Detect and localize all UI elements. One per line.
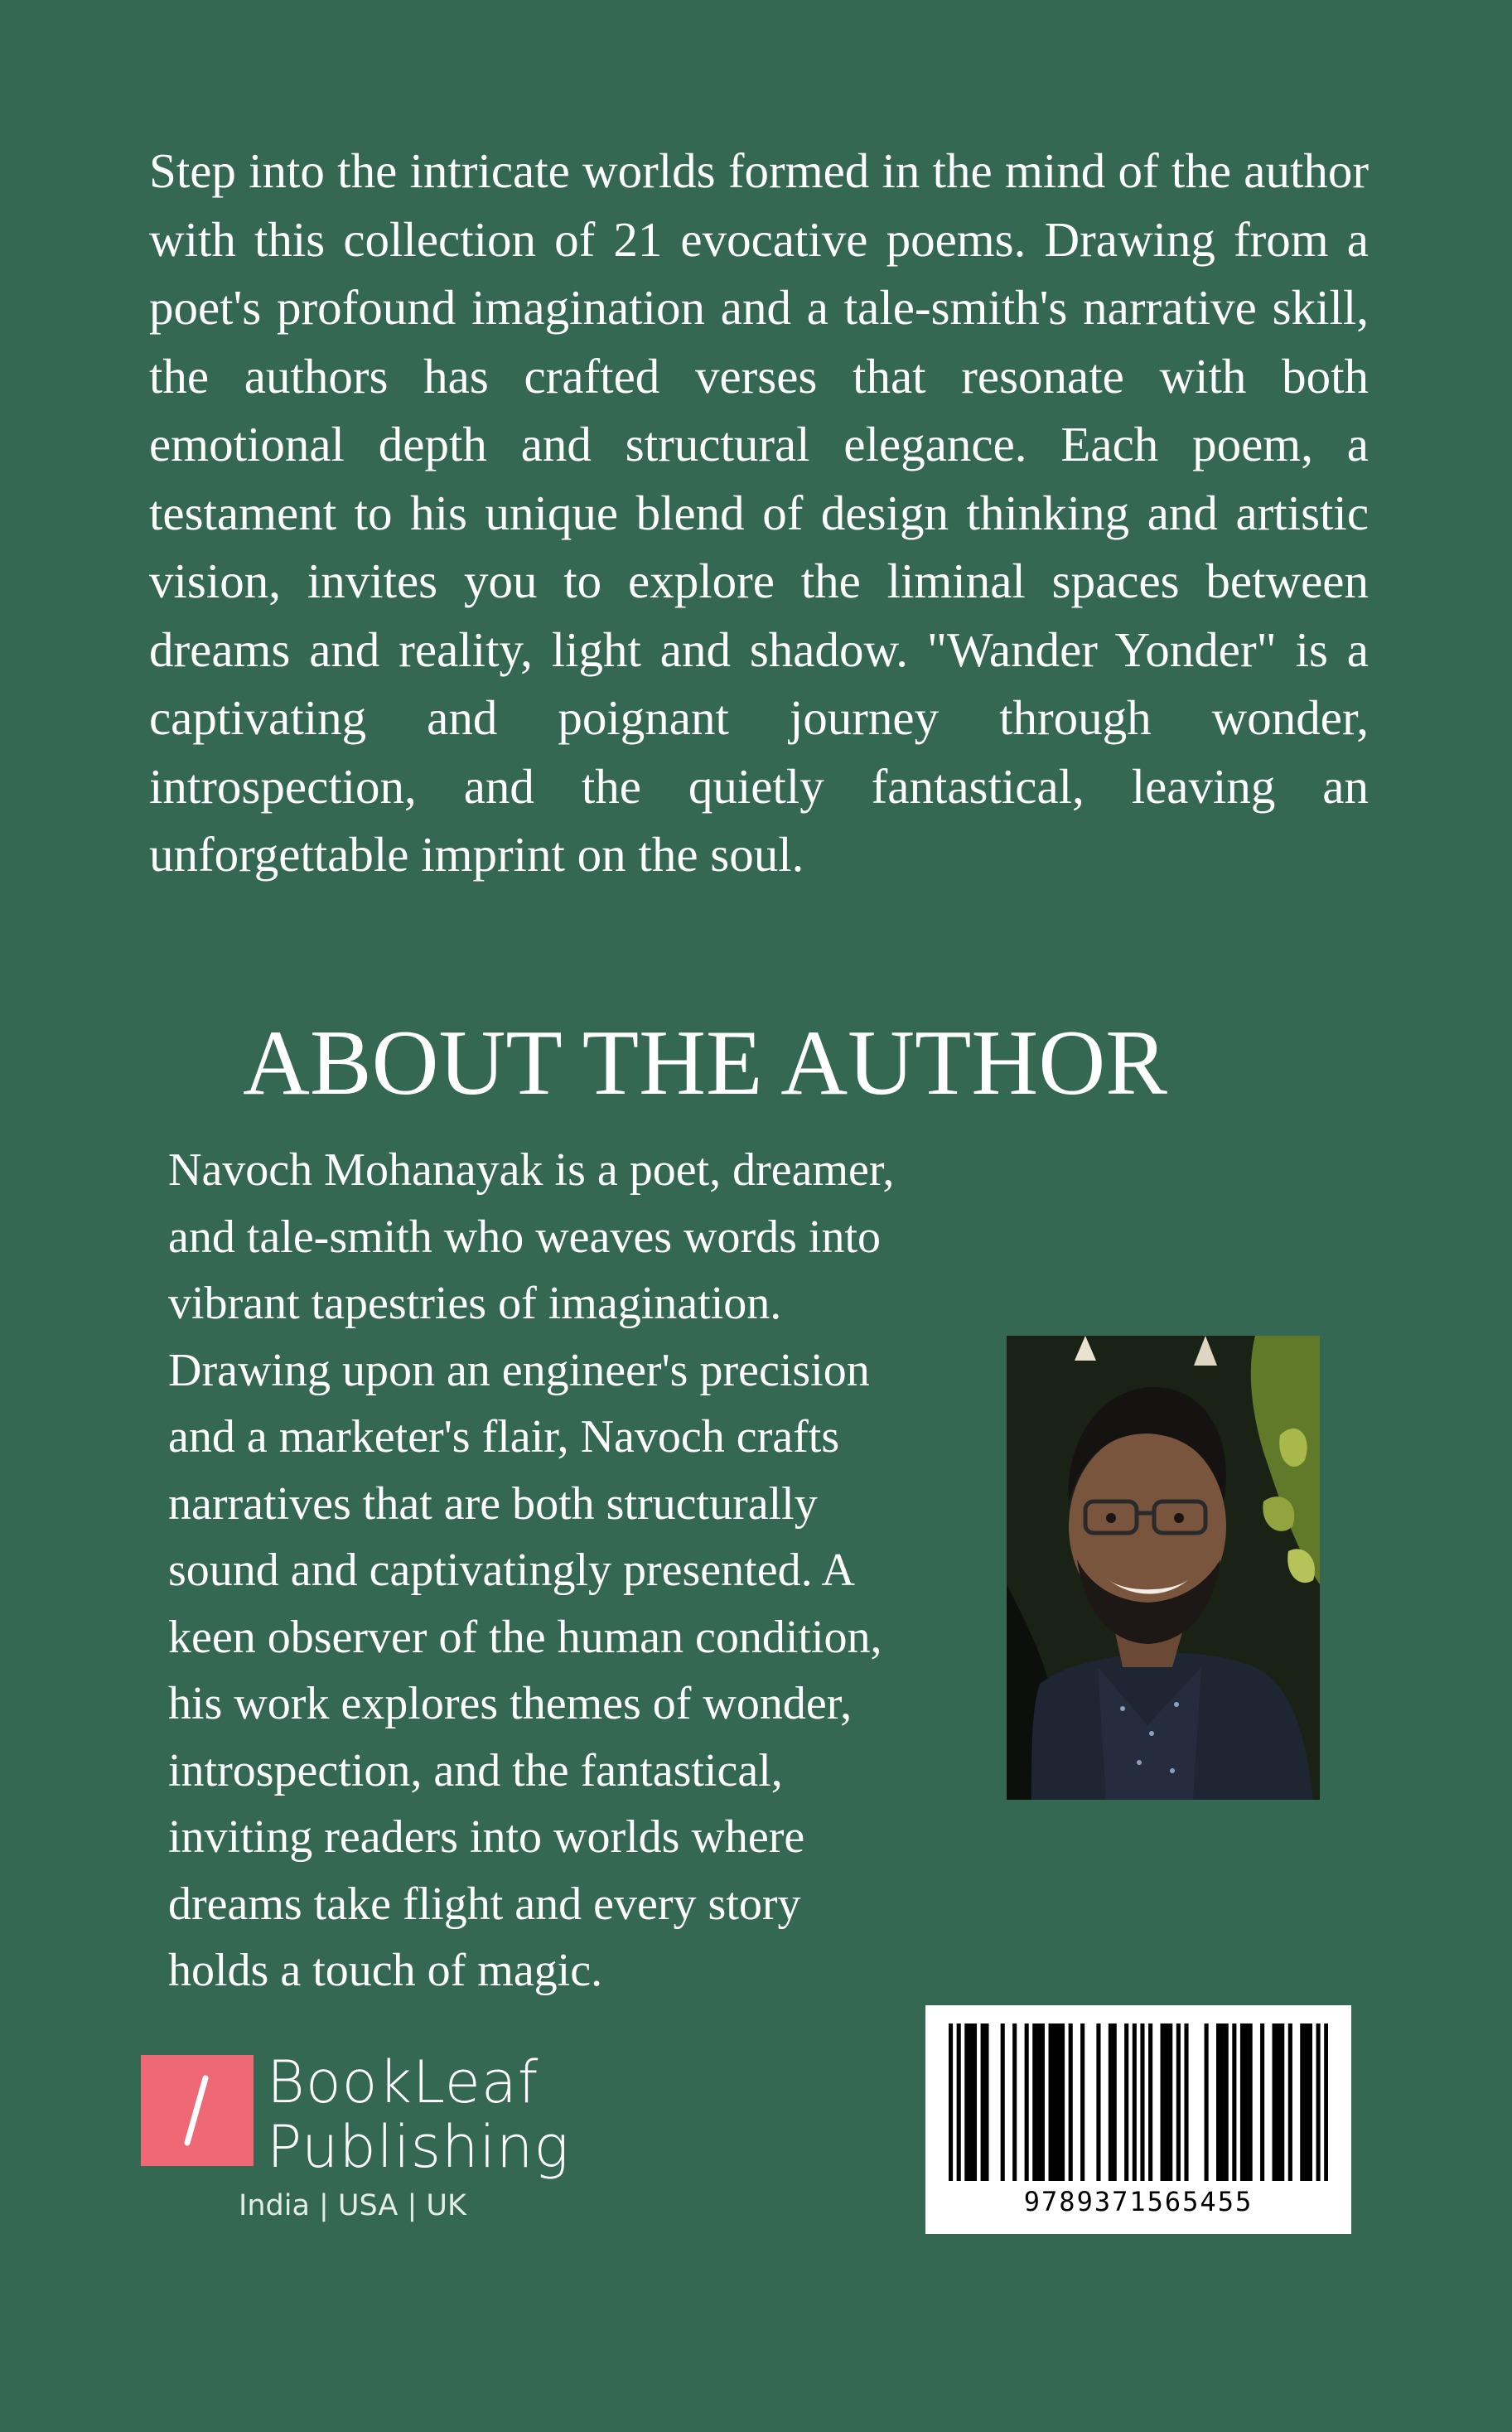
barcode-bar: [1225, 2023, 1229, 2181]
bio-line: inviting readers into worlds where: [168, 1811, 805, 1863]
publisher-name-line2: Publishing: [267, 2113, 570, 2181]
isbn-barcode: [925, 2005, 1351, 2234]
isbn-number: 9789371565455: [1023, 2186, 1254, 2217]
barcode-bar: [1032, 2023, 1036, 2181]
bio-line: sound and captivatingly presented. A: [168, 1545, 855, 1596]
bio-line: and a marketer's flair, Navoch crafts: [168, 1411, 840, 1463]
barcode-bar: [1304, 2023, 1308, 2181]
bio-line: narratives that are both structurally: [168, 1477, 818, 1530]
barcode-bar: [1249, 2023, 1253, 2181]
barcode-bar: [1036, 2023, 1041, 2181]
barcode-bar: [964, 2023, 969, 2181]
barcode-bars: [949, 2023, 1328, 2189]
slash-icon: [141, 2055, 254, 2166]
barcode-bar: [969, 2023, 973, 2181]
barcode-bar: [1220, 2023, 1225, 2181]
barcode-bar: [1052, 2023, 1056, 2181]
barcode-bar: [1060, 2023, 1065, 2181]
bio-line: holds a touch of magic.: [168, 1945, 603, 1996]
barcode-bar: [1240, 2023, 1244, 2181]
barcode-bar: [1176, 2023, 1181, 2181]
author-photo: [1007, 1336, 1320, 1800]
barcode-bar: [1276, 2023, 1280, 2181]
barcode-bar: [1148, 2023, 1152, 2181]
barcode-bar: [1109, 2023, 1113, 2181]
barcode-bar: [1140, 2023, 1144, 2181]
barcode-bar: [1049, 2023, 1053, 2181]
barcode-bar: [1260, 2023, 1264, 2181]
barcode-bar: [1124, 2023, 1128, 2181]
about-author-heading: ABOUT THE AUTHOR: [243, 1012, 1167, 1114]
barcode-bar: [1205, 2023, 1209, 2181]
barcode-bar: [1041, 2023, 1045, 2181]
barcode-bar: [957, 2023, 961, 2181]
barcode-bar: [1056, 2023, 1060, 2181]
barcode-bar: [1184, 2023, 1188, 2181]
barcode-bar: [973, 2023, 977, 2181]
barcode-bar: [1324, 2023, 1328, 2181]
barcode-bar: [1025, 2023, 1029, 2181]
publisher-logo: [141, 2050, 572, 2249]
bio-line: Navoch Mohanayak is a poet, dreamer,: [168, 1144, 895, 1196]
barcode-bar: [1133, 2023, 1137, 2181]
author-bio: [168, 1137, 997, 2004]
barcode-bar: [1012, 2023, 1017, 2181]
barcode-bar: [1300, 2023, 1304, 2181]
barcode-bar: [981, 2023, 985, 2181]
barcode-bar: [1232, 2023, 1236, 2181]
barcode-bar: [1316, 2023, 1321, 2181]
barcode-bar: [1001, 2023, 1005, 2181]
book-description: Step into the intricate worlds formed in the mind of the author with this collection of 21 evocative poems. Drawing from a poet's profound imagination and a tale-smith's narrative skill, the authors has crafted verses that resonate with both emotional depth and structural elegance. Each poem, a testament to his unique blend of design thinking and artistic vision, invites you to explore the liminal spaces between dreams and reality, light and shadow. "Wander Yonder" is a captivating and poignant journey through wonder, introspection, and the quietly fantastical, leaving an unforgettable imprint on the soul.: [149, 143, 1369, 882]
publisher-name: [267, 2050, 569, 2179]
barcode-bar: [1288, 2023, 1292, 2181]
publisher-regions: India | USA | UK: [239, 2189, 466, 2222]
barcode-bar: [1216, 2023, 1220, 2181]
barcode-bar: [1280, 2023, 1284, 2181]
barcode-bar: [1069, 2023, 1073, 2181]
bio-line: introspection, and the fantastical,: [168, 1744, 783, 1796]
barcode-bar: [984, 2023, 988, 2181]
barcode-bar: [1080, 2023, 1084, 2181]
bio-line: and tale-smith who weaves words into: [168, 1211, 882, 1263]
barcode-bar: [1244, 2023, 1249, 2181]
bio-line: keen observer of the human condition,: [168, 1611, 882, 1663]
barcode-bar: [1273, 2023, 1277, 2181]
barcode-bar: [1168, 2023, 1172, 2181]
bio-line: vibrant tapestries of imagination.: [168, 1278, 782, 1329]
barcode-bar: [1161, 2023, 1165, 2181]
publisher-name-line1: BookLeaf: [267, 2048, 539, 2116]
barcode-bar: [1096, 2023, 1100, 2181]
barcode-bar: [1308, 2023, 1312, 2181]
bio-line: Drawing upon an engineer's precision: [168, 1344, 870, 1396]
bio-line: dreams take flight and every story: [168, 1878, 801, 1930]
barcode-bar: [1113, 2023, 1117, 2181]
author-portrait-image: [1007, 1336, 1320, 1800]
barcode-bar: [1164, 2023, 1168, 2181]
barcode-bar: [949, 2023, 953, 2181]
bio-line: his work explores themes of wonder,: [168, 1678, 853, 1729]
